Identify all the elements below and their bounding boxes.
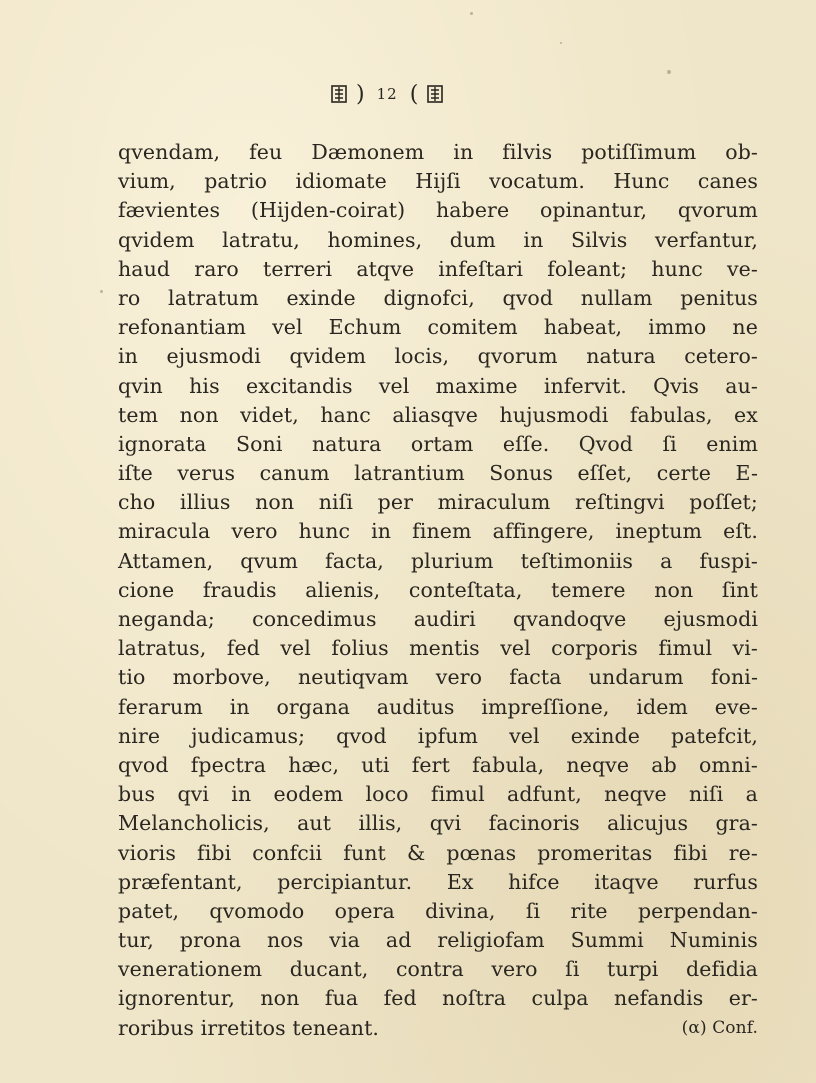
word: ex bbox=[734, 402, 758, 427]
word: ejusmodi bbox=[663, 607, 758, 631]
word: contra bbox=[395, 957, 464, 982]
word: canum bbox=[259, 461, 330, 486]
word: fua bbox=[324, 986, 359, 1011]
word: alienis, bbox=[305, 577, 381, 602]
word: facta, bbox=[325, 548, 384, 573]
word: ab bbox=[651, 752, 677, 777]
word: hanc bbox=[320, 402, 371, 427]
left-fleuron-icon bbox=[330, 84, 348, 104]
word: comitem bbox=[427, 315, 518, 340]
word: qvi bbox=[429, 811, 462, 836]
text-line bbox=[118, 926, 758, 955]
word: patet, bbox=[118, 898, 180, 923]
word: finem bbox=[412, 519, 472, 544]
word: opera bbox=[334, 898, 395, 923]
word: iſte bbox=[118, 461, 153, 486]
word: vi- bbox=[732, 636, 758, 661]
paper-speck bbox=[667, 70, 671, 74]
word: a bbox=[660, 548, 673, 573]
word: vero bbox=[435, 665, 483, 690]
text-line bbox=[118, 430, 758, 459]
word: Numinis bbox=[669, 928, 758, 953]
word: tio bbox=[118, 665, 146, 690]
word: penitus bbox=[680, 285, 758, 310]
word: niſi bbox=[318, 490, 354, 515]
word: fed bbox=[383, 986, 417, 1011]
word: latratus, bbox=[118, 636, 207, 661]
word: miracula bbox=[118, 519, 211, 544]
word: in bbox=[523, 227, 544, 252]
word: ferarum bbox=[118, 694, 203, 719]
word: conteſtata, bbox=[408, 577, 523, 602]
word: hunc bbox=[651, 256, 703, 281]
body-text bbox=[118, 138, 758, 1043]
word: bus bbox=[118, 782, 156, 807]
word: fævientes bbox=[118, 198, 221, 223]
text-line bbox=[118, 576, 758, 605]
word: ineptum bbox=[615, 519, 703, 544]
word: in bbox=[118, 344, 138, 369]
word: Melancholicis, bbox=[118, 811, 270, 836]
word: adfunt, bbox=[507, 782, 582, 807]
text-line bbox=[118, 372, 758, 401]
word: opinantur, bbox=[539, 198, 648, 223]
text-line bbox=[118, 284, 758, 313]
text-line bbox=[118, 401, 758, 430]
word: facinoris bbox=[488, 811, 580, 836]
word: vioris bbox=[118, 840, 176, 865]
word: Qvod bbox=[578, 431, 634, 456]
word: habeat, bbox=[543, 315, 623, 340]
word: eſſet, bbox=[577, 461, 633, 486]
word: atqve bbox=[356, 256, 415, 281]
word: filvis bbox=[502, 140, 553, 164]
word: feu bbox=[249, 140, 283, 164]
word: er- bbox=[728, 986, 758, 1011]
word: aut bbox=[297, 811, 332, 836]
word: (Hijden-coirat) bbox=[250, 198, 406, 223]
word: hæc, bbox=[288, 752, 340, 777]
word: qvidem bbox=[289, 344, 367, 369]
word: vel bbox=[378, 373, 410, 398]
word: fimul bbox=[658, 636, 713, 661]
word: vium, bbox=[118, 169, 176, 194]
word: noſtra bbox=[442, 986, 507, 1011]
word: gra- bbox=[715, 811, 758, 836]
word: non bbox=[179, 402, 219, 427]
word: vel bbox=[280, 636, 311, 661]
word: promeritas bbox=[537, 840, 653, 865]
word: pœnas bbox=[446, 840, 517, 865]
word: nos bbox=[266, 928, 304, 953]
word: corporis bbox=[551, 636, 638, 661]
word: illis, bbox=[358, 811, 403, 836]
text-line bbox=[118, 196, 758, 225]
word: vel bbox=[509, 723, 540, 748]
word: fed bbox=[226, 636, 260, 661]
text-line bbox=[118, 663, 758, 692]
word: raro bbox=[194, 256, 239, 281]
word: vocatum. bbox=[489, 169, 585, 194]
catchword: (α) Conf. bbox=[681, 1017, 758, 1038]
word: non bbox=[260, 986, 300, 1011]
word: itaqve bbox=[594, 869, 659, 894]
word: qvod bbox=[336, 723, 387, 748]
text-line bbox=[118, 722, 758, 751]
word: a bbox=[745, 782, 758, 807]
word: vel bbox=[500, 636, 531, 661]
text-line bbox=[118, 342, 758, 371]
word: terreri bbox=[263, 256, 333, 281]
word: verfantur, bbox=[654, 227, 758, 252]
word: aliasqve bbox=[392, 402, 479, 427]
word: & bbox=[406, 840, 426, 865]
word: ignorata bbox=[118, 431, 207, 456]
word: alicujus bbox=[607, 811, 689, 836]
text-line bbox=[118, 605, 758, 634]
word: niſi bbox=[689, 782, 724, 807]
word: idiomate bbox=[295, 169, 387, 194]
text-line bbox=[118, 868, 758, 897]
text-line bbox=[118, 167, 758, 196]
word: tur, bbox=[118, 928, 154, 953]
word: Qvis bbox=[653, 373, 700, 398]
word: Ex bbox=[446, 869, 474, 894]
word: cetero- bbox=[684, 344, 758, 369]
right-fleuron-icon bbox=[426, 84, 444, 104]
word: perpendan- bbox=[637, 898, 758, 923]
word: impreſſione, bbox=[481, 694, 610, 719]
word: cione bbox=[118, 577, 175, 602]
word: foni- bbox=[710, 665, 758, 690]
word: ve- bbox=[726, 256, 758, 281]
word: ejusmodi bbox=[166, 344, 261, 369]
word: in bbox=[453, 140, 474, 164]
word: fibi bbox=[673, 840, 708, 865]
word: fabulas, bbox=[629, 402, 713, 427]
word: auditus bbox=[376, 694, 455, 719]
word: non bbox=[654, 577, 694, 602]
word: au- bbox=[725, 373, 758, 398]
word: undarum bbox=[588, 665, 684, 690]
word: ne bbox=[732, 315, 758, 340]
word: hifce bbox=[508, 869, 560, 894]
text-line bbox=[118, 517, 758, 546]
word: exinde bbox=[570, 723, 640, 748]
word: his bbox=[189, 373, 220, 398]
word: neqve bbox=[566, 752, 630, 777]
text-line bbox=[118, 839, 758, 868]
word: in bbox=[371, 519, 392, 544]
word: religiofam bbox=[437, 928, 545, 953]
word: neganda; bbox=[118, 607, 215, 631]
text-line bbox=[118, 313, 758, 342]
word: qvum bbox=[240, 548, 299, 573]
word: eve- bbox=[714, 694, 758, 719]
word: confcii bbox=[252, 840, 323, 865]
word: morbove, bbox=[172, 665, 271, 690]
word: latratum bbox=[168, 285, 259, 310]
word: latrantium bbox=[354, 461, 465, 486]
word: plurium bbox=[410, 548, 494, 573]
word: turpi bbox=[607, 957, 659, 982]
word: patrio bbox=[204, 169, 268, 194]
word: foleant; bbox=[547, 256, 628, 281]
word: qvorum bbox=[677, 198, 758, 223]
word: nire bbox=[118, 723, 161, 748]
word: verus bbox=[177, 461, 236, 486]
word: qvorum bbox=[477, 344, 558, 369]
word: Summi bbox=[570, 928, 644, 953]
word: Dæmonem bbox=[311, 140, 425, 164]
word: fraudis bbox=[202, 577, 277, 602]
text-line bbox=[118, 693, 758, 722]
word: audiri bbox=[413, 607, 476, 631]
word: illius bbox=[179, 490, 231, 515]
text-line bbox=[118, 984, 758, 1013]
word: excitandis bbox=[245, 373, 353, 398]
text-line bbox=[118, 255, 758, 284]
word: per bbox=[377, 490, 413, 515]
word: homines, bbox=[327, 227, 423, 252]
word: fabula, bbox=[472, 752, 545, 777]
word: refonantiam bbox=[118, 315, 247, 340]
word: qvomodo bbox=[209, 898, 305, 923]
word: non bbox=[255, 490, 295, 515]
word: nullam bbox=[580, 285, 653, 310]
word: re- bbox=[728, 840, 758, 865]
word: mentis bbox=[409, 636, 480, 661]
word: ad bbox=[385, 928, 412, 953]
word: Sonus bbox=[489, 461, 554, 486]
word: rurfus bbox=[693, 869, 758, 894]
word: ſint bbox=[721, 577, 758, 602]
word: hujusmodi bbox=[499, 402, 609, 427]
word: divina, bbox=[425, 898, 496, 923]
word: qvandoqve bbox=[513, 607, 627, 631]
word: latratu, bbox=[222, 227, 300, 252]
word: ducant, bbox=[289, 957, 369, 982]
word: qvendam, bbox=[118, 140, 221, 164]
word: nefandis bbox=[614, 986, 704, 1011]
paper-speck bbox=[560, 42, 562, 44]
word: natura bbox=[586, 344, 656, 369]
text-line bbox=[118, 751, 758, 780]
word: haud bbox=[118, 256, 171, 281]
word: qvidem bbox=[118, 227, 195, 252]
word: percipiantur. bbox=[277, 869, 413, 894]
word: ſi bbox=[662, 431, 677, 456]
word: tem bbox=[118, 402, 159, 427]
word: certe bbox=[656, 461, 712, 486]
word: dum bbox=[449, 227, 496, 252]
word: hunc bbox=[298, 519, 351, 544]
word: Echum bbox=[328, 315, 402, 340]
word: eodem bbox=[273, 782, 344, 807]
word: præfentant, bbox=[118, 869, 243, 894]
text-line bbox=[118, 809, 758, 838]
text-line bbox=[118, 897, 758, 926]
word: idem bbox=[636, 694, 688, 719]
word: locis, bbox=[394, 344, 450, 369]
last-line-text: roribus irretitos teneant. bbox=[118, 1015, 380, 1040]
text-line bbox=[118, 138, 758, 167]
word: Soni bbox=[235, 431, 283, 456]
word: organa bbox=[276, 694, 350, 719]
word: qvin bbox=[118, 373, 163, 398]
text-line bbox=[118, 488, 758, 517]
word: vero bbox=[231, 519, 278, 544]
word: infervit. bbox=[543, 373, 627, 398]
word: via bbox=[329, 928, 360, 953]
word: qvi bbox=[177, 782, 209, 807]
word: canes bbox=[697, 169, 758, 194]
word: exinde bbox=[286, 285, 356, 310]
word: E- bbox=[735, 461, 758, 486]
word: ignorentur, bbox=[118, 986, 235, 1011]
word: in bbox=[229, 694, 250, 719]
word: uti bbox=[361, 752, 390, 777]
word: miraculum bbox=[437, 490, 551, 515]
paper-speck bbox=[470, 12, 473, 15]
word: dignofci, bbox=[383, 285, 475, 310]
word: natura bbox=[311, 431, 382, 456]
word: venerationem bbox=[118, 957, 263, 982]
text-line bbox=[118, 634, 758, 663]
word: cho bbox=[118, 490, 156, 515]
word: ſi bbox=[565, 957, 580, 982]
text-line bbox=[118, 459, 758, 488]
word: teſtimoniis bbox=[520, 548, 634, 573]
text-line bbox=[118, 780, 758, 809]
word: neqve bbox=[604, 782, 667, 807]
word: Hijſi bbox=[415, 169, 461, 194]
word: in bbox=[231, 782, 252, 807]
word: fert bbox=[411, 752, 450, 777]
word: maxime bbox=[435, 373, 518, 398]
word: ob- bbox=[725, 140, 758, 164]
word: enim bbox=[706, 431, 758, 456]
word: fibi bbox=[197, 840, 232, 865]
word: ſi bbox=[525, 898, 541, 923]
word: habere bbox=[435, 198, 510, 223]
word: fpectra bbox=[190, 752, 267, 777]
word: reſtingvi bbox=[575, 490, 665, 515]
word: concedimus bbox=[252, 607, 377, 631]
word: ortam bbox=[410, 431, 474, 456]
word: affingere, bbox=[492, 519, 595, 544]
word: infeſtari bbox=[438, 256, 524, 281]
word: temere bbox=[551, 577, 626, 602]
word: videt, bbox=[240, 402, 299, 427]
word: fuspi- bbox=[699, 548, 758, 573]
word: vel bbox=[272, 315, 303, 340]
running-head-right-paren: ( bbox=[409, 81, 419, 107]
word: culpa bbox=[531, 986, 589, 1011]
text-line-last bbox=[118, 1014, 758, 1043]
word: poſſet; bbox=[689, 490, 758, 515]
word: Hunc bbox=[613, 169, 670, 194]
word: patefcit, bbox=[671, 723, 758, 748]
word: omni- bbox=[698, 752, 758, 777]
running-head-left-paren: ) bbox=[356, 81, 365, 107]
word: eſſe. bbox=[502, 431, 550, 456]
paper-speck bbox=[100, 290, 103, 293]
word: loco bbox=[365, 782, 409, 807]
page-number: 12 bbox=[376, 85, 398, 103]
text-line bbox=[118, 955, 758, 984]
word: judicamus; bbox=[191, 723, 306, 748]
word: neutiqvam bbox=[297, 665, 409, 690]
word: immo bbox=[648, 315, 707, 340]
running-head bbox=[330, 80, 550, 108]
word: Attamen, bbox=[118, 548, 214, 573]
word: facta bbox=[509, 665, 562, 690]
word: Silvis bbox=[570, 227, 628, 252]
word: fimul bbox=[430, 782, 485, 807]
text-line bbox=[118, 226, 758, 255]
word: ro bbox=[118, 285, 141, 310]
word: prona bbox=[179, 928, 242, 953]
word: folius bbox=[331, 636, 389, 661]
word: ipfum bbox=[417, 723, 479, 748]
word: rite bbox=[570, 898, 608, 923]
word: defidia bbox=[686, 957, 758, 982]
word: qvod bbox=[502, 285, 554, 310]
word: vero bbox=[491, 957, 538, 982]
word: eſt. bbox=[723, 519, 758, 544]
word: qvod bbox=[118, 752, 169, 777]
word: funt bbox=[343, 840, 386, 865]
word: potiſſimum bbox=[581, 140, 697, 164]
text-line bbox=[118, 547, 758, 576]
